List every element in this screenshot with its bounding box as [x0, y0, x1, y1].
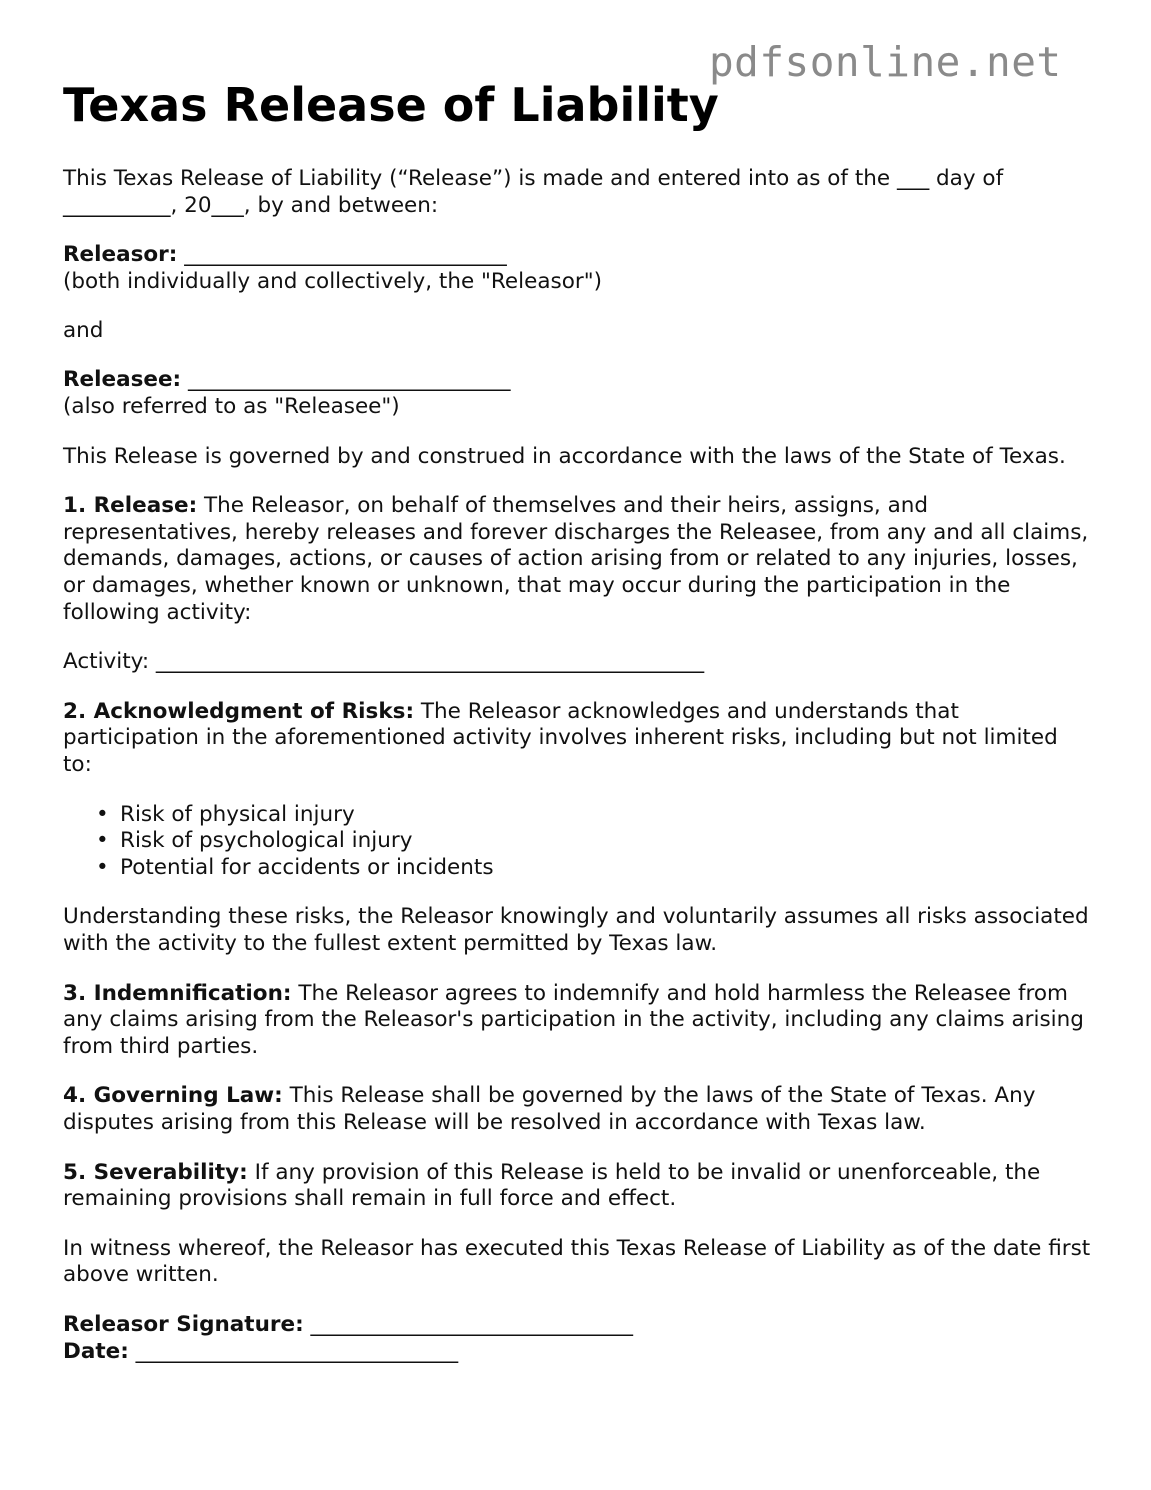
- activity-line: [63, 649, 1093, 676]
- section-governing-law-text: This Release shall be governed by the laws of the State of Texas. Any disputes arising from this Release will be resolved in accordance with Texas law.: [63, 1083, 1036, 1136]
- section-governing-law-heading: 4. Governing Law:: [63, 1083, 283, 1109]
- intro-paragraph: [63, 166, 1093, 220]
- intro-line-1: This Texas Release of Liability (“Release”) is made and entered into as of the ___ day of: [63, 166, 1004, 191]
- releasor-block: [63, 242, 1093, 296]
- risk-list: [63, 802, 1093, 882]
- section-severability: [63, 1160, 1093, 1214]
- section-risks: [63, 699, 1093, 779]
- activity-blank-field[interactable]: ___________________________________________________: [149, 649, 705, 675]
- activity-label: Activity:: [63, 649, 150, 675]
- section-indemnification-text: The Releasor agrees to indemnify and hold harmless the Releasee from any claims arising from the Releasor's participation in the activity, including any claims arising from third parties.: [63, 980, 1084, 1060]
- section-severability-heading: 5. Severability:: [63, 1159, 248, 1185]
- list-item: • Risk of physical injury: [120, 802, 1093, 829]
- date-blank-field[interactable]: ______________________________: [128, 1338, 459, 1364]
- watermark: pdfsonline.net: [709, 38, 1062, 86]
- and-text: and: [63, 318, 104, 344]
- releasee-block: [63, 367, 1093, 421]
- section-indemnification: [63, 981, 1093, 1061]
- list-item: • Potential for accidents or incidents: [120, 855, 1093, 882]
- releasor-blank-field[interactable]: ______________________________: [177, 242, 507, 268]
- understanding-paragraph: Understanding these risks, the Releasor knowingly and voluntarily assumes all risks associated with the activity to the fullest extent permitted by Texas law.: [63, 904, 1089, 957]
- list-item: • Risk of psychological injury: [120, 828, 1093, 855]
- signature-block: [63, 1312, 1093, 1366]
- section-severability-text: If any provision of this Release is held to be invalid or unenforceable, the remaining provisions shall remain in full force and effect.: [63, 1159, 1041, 1212]
- section-release-text: The Releasor, on behalf of themselves and their heirs, assigns, and representatives, hereby releases and forever discharges the Releasee, from any and all claims, demands, damages, actions, or causes of action arising from or related to any injuries, losses, or damages, whether known or unknown, that may occur during the participation in the following activity:: [63, 492, 1089, 626]
- releasor-note: (both individually and collectively, the "Releasor"): [63, 268, 602, 294]
- releasee-label: Releasee:: [63, 367, 182, 393]
- witness-paragraph: In witness whereof, the Releasor has executed this Texas Release of Liability as of the date first above written.: [63, 1235, 1091, 1288]
- document-body: [63, 166, 1093, 1388]
- date-line: [63, 1339, 1093, 1366]
- governing-intro-paragraph: This Release is governed by and construed in accordance with the laws of the State of Texas.: [63, 443, 1066, 469]
- signature-label: Releasor Signature:: [63, 1311, 304, 1337]
- section-indemnification-heading: 3. Indemnification:: [63, 980, 292, 1006]
- section-release: [63, 493, 1093, 627]
- releasee-blank-field[interactable]: ______________________________: [181, 367, 511, 393]
- signature-blank-field[interactable]: ______________________________: [303, 1311, 634, 1337]
- section-governing-law: [63, 1083, 1093, 1137]
- date-label: Date:: [63, 1338, 129, 1364]
- section-risks-text: The Releasor acknowledges and understands that participation in the aforementioned activity involves inherent risks, including but not limited to:: [63, 698, 1058, 778]
- document-title: Texas Release of Liability: [63, 78, 719, 132]
- releasee-note: (also referred to as "Releasee"): [63, 394, 400, 420]
- releasor-label: Releasor:: [63, 242, 178, 268]
- section-release-heading: 1. Release:: [63, 492, 198, 518]
- section-risks-heading: 2. Acknowledgment of Risks:: [63, 698, 415, 724]
- intro-line-2: __________, 20___, by and between:: [63, 192, 439, 218]
